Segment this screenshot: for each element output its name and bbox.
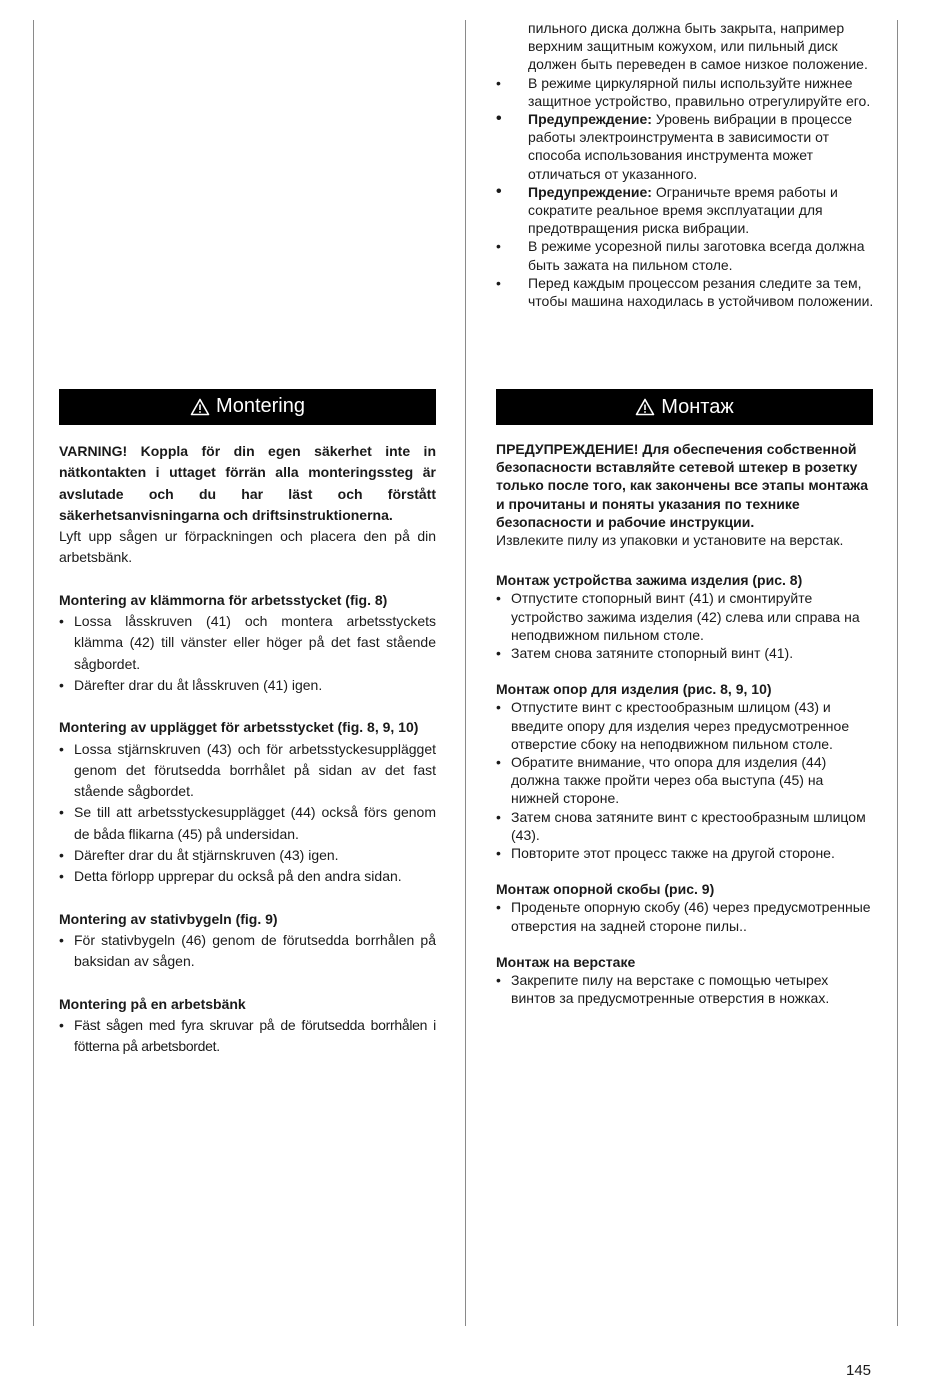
warning-triangle-icon bbox=[635, 398, 655, 416]
section-header bbox=[59, 389, 436, 425]
list-item: • Detta förlopp upprepar du också på den andra sidan. bbox=[59, 866, 436, 887]
warning-triangle-icon bbox=[190, 398, 210, 416]
list-item: • В режиме усорезной пилы заготовка всегда должна быть зажата на пильном столе. bbox=[496, 237, 874, 273]
list-item: • Se till att arbetsstyckesupplägget (44) också förs genom de båda flikarna (45) på undersidan. bbox=[59, 802, 436, 845]
section-title: Монтаж на верстаке bbox=[496, 953, 636, 970]
page-number: 145 bbox=[846, 1362, 872, 1379]
intro-text: Lyft upp sågen ur förpackningen och placera den på din arbetsbänk. bbox=[59, 528, 436, 566]
intro-text: Извлеките пилу из упаковки и установите на верстак. bbox=[496, 532, 844, 549]
bullet-list bbox=[59, 1015, 436, 1058]
section-title: Montering av klämmorna för arbetsstycket (fig. 8) bbox=[59, 591, 388, 608]
list-item: • Отпустите винт с крестообразным шлицом (43) и введите опору для изделия через предусмотренное отверстие сбоку на неподвижном пильном столе. bbox=[496, 698, 873, 753]
safety-list bbox=[496, 74, 874, 311]
list-item: • Därefter drar du åt stjärnskruven (43) igen. bbox=[59, 845, 436, 866]
section-title: Монтаж устройства зажима изделия (рис. 8) bbox=[496, 572, 803, 589]
list-item: • För stativbygeln (46) genom de förutsedda borrhålen på baksidan av sågen. bbox=[59, 930, 436, 973]
list-item: • Перед каждым процессом резания следите за тем, чтобы машина находилась в устойчивом положении. bbox=[496, 274, 874, 310]
list-item: • В режиме циркулярной пилы используйте нижнее защитное устройство, правильно отрегулируйте его. bbox=[496, 74, 874, 110]
list-item: • Lossa stjärnskruven (43) och för arbetsstyckesupplägget genom det förutsedda borrhålet på sidan av det fast stående sågbordet. bbox=[59, 739, 436, 803]
bullet-list bbox=[59, 611, 436, 696]
list-item: • Затем снова затяните стопорный винт (41). bbox=[496, 644, 873, 662]
section-title: Монтаж опорной скобы (рис. 9) bbox=[496, 881, 715, 898]
column-rule-right bbox=[897, 20, 898, 1326]
column-rule-center bbox=[465, 20, 466, 1326]
list-item: • Därefter drar du åt låsskruven (41) igen. bbox=[59, 675, 436, 696]
header-title: Монтаж bbox=[661, 395, 734, 418]
right-top-continuation bbox=[496, 19, 874, 310]
list-item: • Fäst sågen med fyra skruvar på de förutsedda borrhålen i fötterna på arbetsbordet. bbox=[59, 1015, 436, 1058]
section-header bbox=[496, 389, 873, 425]
russian-column bbox=[496, 389, 873, 1007]
list-item: • Затем снова затяните винт с крестообразным шлицом (43). bbox=[496, 808, 873, 844]
section-title: Монтаж опор для изделия (рис. 8, 9, 10) bbox=[496, 681, 772, 698]
bullet-list bbox=[496, 971, 873, 1007]
column-rule-left bbox=[33, 20, 34, 1326]
swedish-column bbox=[59, 389, 436, 1057]
bullet-list bbox=[496, 698, 873, 862]
bullet-list bbox=[59, 739, 436, 888]
list-item: • Обратите внимание, что опора для изделия (44) должна также пройти через оба выступа (45) на нижней стороне. bbox=[496, 753, 873, 808]
list-item: • Предупреждение: Ограничьте время работы и сократите реальное время эксплуатации для предотвращения риска вибрации. bbox=[496, 183, 874, 238]
list-item: • Проденьте опорную скобу (46) через предусмотренные отверстия на задней стороне пилы.. bbox=[496, 898, 873, 934]
continuation-text: пильного диска должна быть закрыта, например верхним защитным кожухом, или пильный диск должен быть переведен в самое низкое положение. bbox=[528, 20, 868, 73]
list-item: • Отпустите стопорный винт (41) и смонтируйте устройство зажима изделия (42) слева или справа на неподвижном пильном столе. bbox=[496, 589, 873, 644]
section-title: Montering av upplägget för arbetsstycket (fig. 8, 9, 10) bbox=[59, 719, 419, 736]
bullet-list bbox=[59, 930, 436, 973]
warning-text: VARNING! Koppla för din egen säkerhet inte in nätkontakten i uttaget förrän alla monteringssteg är avslutade och du har läst och förstått säkerhetsanvisningarna och driftsinstruktionerna. bbox=[59, 443, 436, 523]
list-item: • Lossa låsskruven (41) och montera arbetsstyckets klämma (42) till vänster eller höger på det fast stående sågbordet. bbox=[59, 611, 436, 675]
section-title: Montering av stativbygeln (fig. 9) bbox=[59, 910, 278, 927]
header-title: Montering bbox=[216, 395, 305, 418]
list-item: • Повторите этот процесс также на другой стороне. bbox=[496, 844, 873, 862]
list-item: • Закрепите пилу на верстаке с помощью четырех винтов за предусмотренные отверстия в ножках. bbox=[496, 971, 873, 1007]
bullet-list bbox=[496, 898, 873, 934]
bullet-list bbox=[496, 589, 873, 662]
section-title: Montering på en arbetsbänk bbox=[59, 995, 246, 1012]
warning-text: ПРЕДУПРЕЖДЕНИЕ! Для обеспечения собственной безопасности вставляйте сетевой штекер в розетку только после того, как закончены все этапы монтажа и прочитаны и поняты указания по технике безопасности и рабочие инструкции. bbox=[496, 441, 869, 530]
list-item: • Предупреждение: Уровень вибрации в процессе работы электроинструмента в зависимости от способа использования инструмента может отличаться от указанного. bbox=[496, 110, 874, 183]
